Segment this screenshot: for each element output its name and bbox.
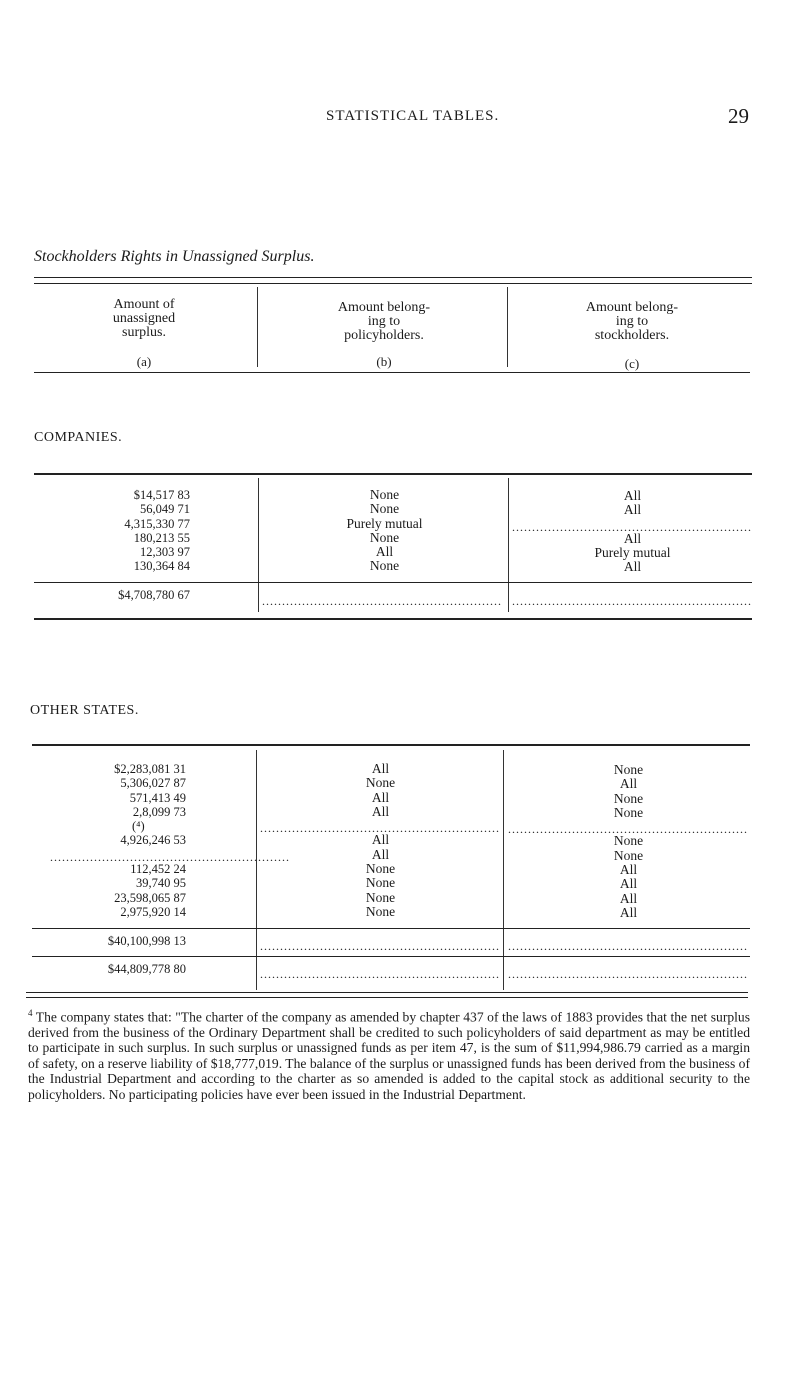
amount-cell: 2,8,099 73	[132, 804, 186, 819]
column-divider	[257, 287, 258, 367]
header-line: ing to	[367, 314, 401, 329]
companies-total: $4,708,780 67	[118, 588, 190, 602]
header-line: Amount of	[113, 297, 175, 312]
stockholder-cell: Purely mutual	[594, 545, 671, 561]
policyholder-cell: None	[369, 558, 400, 574]
rule	[32, 928, 750, 929]
amount-cell: 23,598,065 87	[114, 890, 186, 905]
rule	[26, 992, 748, 993]
policyholder-cell: All	[371, 832, 390, 848]
stockholder-cell: None	[613, 790, 644, 806]
companies-amounts	[60, 488, 190, 574]
other-states-policyholders	[268, 762, 493, 919]
header-line: ing to	[615, 314, 649, 329]
policyholder-cell: Purely mutual	[346, 515, 423, 531]
policyholder-cell: None	[369, 501, 400, 517]
amount-cell: 130,364 84	[133, 559, 190, 574]
stockholder-cell: All	[623, 530, 642, 546]
dot-leader: ............................................................	[508, 967, 748, 981]
column-divider	[258, 478, 259, 612]
dot-leader: ............................................................	[260, 967, 500, 981]
stockholder-cell: None	[613, 833, 644, 849]
amount-cell: 571,413 49	[129, 790, 186, 805]
running-header: STATISTICAL TABLES.	[326, 108, 500, 124]
other-states-grand-total: $44,809,778 80	[107, 962, 186, 976]
footnote	[28, 1006, 750, 1102]
rule	[34, 618, 752, 620]
policyholder-cell: None	[365, 903, 396, 919]
column-divider	[256, 750, 257, 990]
stockholder-cell: None	[613, 762, 644, 777]
rule	[34, 372, 750, 373]
amount-cell: 39,740 95	[136, 876, 186, 891]
column-letter-b: (b)	[376, 354, 392, 369]
header-line: surplus.	[122, 325, 166, 340]
companies-title: COMPANIES.	[34, 430, 123, 445]
policyholder-cell: All	[375, 544, 394, 560]
amount-cell: 2,975,920 14	[120, 904, 186, 919]
dot-leader: ............................................................	[260, 821, 500, 835]
policyholder-cell: All	[371, 846, 390, 862]
header-line: Amount belong-	[585, 300, 679, 315]
rule	[26, 997, 748, 998]
stockholder-cell: All	[619, 862, 638, 878]
page-number: 29	[728, 104, 749, 128]
policyholder-cell: None	[365, 861, 396, 877]
policyholder-cell: All	[371, 761, 390, 776]
amount-cell: 4,926,246 53	[120, 833, 186, 848]
amount-cell: $14,517 83	[133, 488, 190, 502]
policyholder-cell: None	[369, 529, 400, 545]
other-states-amounts	[56, 762, 186, 919]
column-header-c	[516, 301, 748, 343]
stockholder-cell: All	[623, 559, 642, 575]
rule	[34, 473, 752, 475]
stockholder-cell: All	[619, 890, 638, 906]
amount-cell: 4,315,330 77	[124, 516, 190, 531]
amount-cell: 12,303 97	[140, 545, 190, 560]
column-divider	[508, 478, 509, 612]
footnote-marker: 4	[28, 1008, 33, 1018]
policyholder-cell: All	[371, 803, 390, 819]
rule	[34, 582, 752, 583]
stockholder-cell: All	[619, 876, 638, 892]
dot-leader: ............................................................	[512, 594, 752, 608]
amount-cell: 56,049 71	[140, 502, 190, 517]
column-header-a	[40, 298, 248, 340]
stockholder-cell: None	[613, 847, 644, 863]
header-line: unassigned	[112, 311, 176, 326]
dot-leader: ............................................................	[508, 822, 748, 836]
column-divider	[507, 287, 508, 367]
stockholder-cell: All	[623, 502, 642, 518]
dot-leader: ............................................................	[260, 939, 500, 953]
stockholder-cell: All	[619, 776, 638, 792]
stockholder-cell: All	[623, 488, 642, 503]
footnote-reference: (⁴)	[132, 819, 145, 834]
footnote-text: The company states that: "The charter of the company as amended by chapter 437 of the laws of 1883 provides that the net surplus derived from the business of the Ordinary Department shall be credited to such policyholders of said department as may be entitled to participate in such surplus. In such surplus or unassigned funds as per item 47, is the sum of $11,994,986.79 carried as a margin of safety, on a reserve liability of $18,777,019. The balance of the surplus or unassigned funds has been derived from the business of the Industrial Department and according to the charter as so amended is added to the capital stock as additional security to the policyholders. No participating policies have ever been issued in the Industrial Department.	[28, 1009, 751, 1102]
column-letter-c: (c)	[624, 356, 640, 371]
dot-leader: ............................................................	[508, 939, 748, 953]
amount-cell: $2,283,081 31	[114, 762, 186, 776]
dot-leader: ............................................................	[50, 850, 290, 864]
dot-leader: ............................................................	[262, 594, 502, 608]
rule	[32, 744, 750, 746]
other-states-title: OTHER STATES.	[30, 703, 139, 718]
stockholder-cell: None	[613, 804, 644, 820]
header-line: policyholders.	[344, 328, 424, 343]
policyholder-cell: None	[365, 775, 396, 791]
other-states-subtotal: $40,100,998 13	[107, 934, 186, 948]
policyholder-cell: None	[365, 889, 396, 905]
policyholder-cell: None	[365, 875, 396, 891]
stockholder-cell: All	[619, 904, 638, 920]
dot-leader: ............................................................	[512, 520, 752, 534]
amount-cell: 112,452 24	[130, 862, 186, 877]
header-line: Amount belong-	[337, 300, 431, 315]
column-header-b	[268, 301, 500, 343]
other-states-stockholders	[516, 763, 741, 920]
policyholder-cell: All	[371, 789, 390, 805]
column-divider	[503, 750, 504, 990]
column-letter-a: (a)	[136, 354, 152, 369]
rule	[32, 956, 750, 957]
header-line: stockholders.	[594, 328, 670, 343]
policyholder-cell: None	[369, 487, 400, 502]
amount-cell: 180,213 55	[133, 530, 190, 545]
rule	[34, 283, 752, 284]
companies-policyholders	[272, 488, 497, 574]
rule	[34, 277, 752, 278]
amount-cell: 5,306,027 87	[120, 776, 186, 791]
section-title: Stockholders Rights in Unassigned Surplus.	[34, 248, 315, 265]
